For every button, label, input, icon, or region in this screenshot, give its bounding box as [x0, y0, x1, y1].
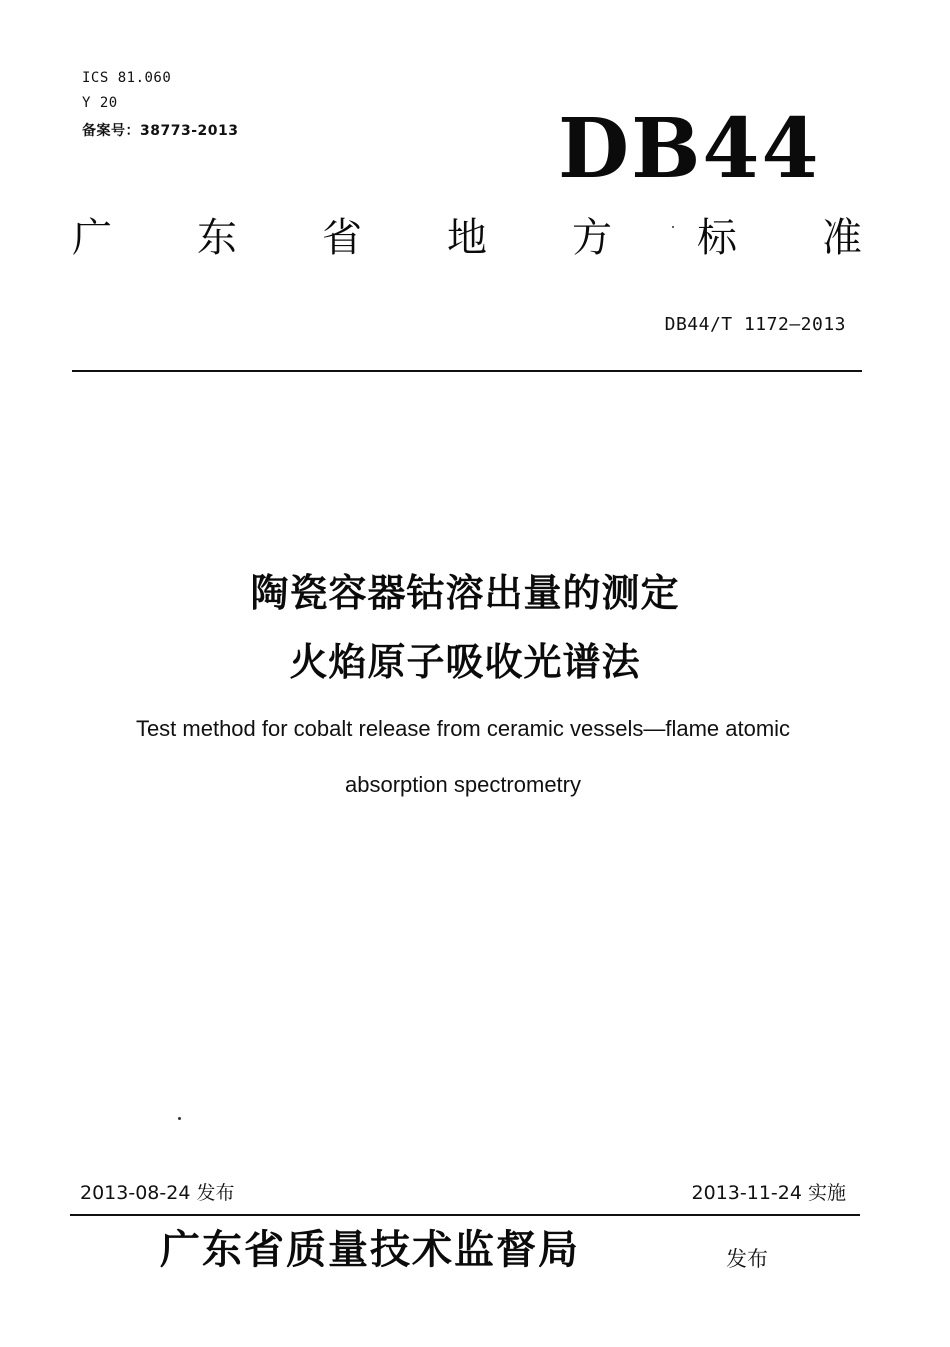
top-divider: [72, 370, 862, 372]
db44-logo: DB44: [558, 101, 821, 197]
standard-type-char: 标: [697, 215, 737, 261]
scan-speck: [178, 1117, 181, 1120]
standard-type-char: 方: [572, 215, 612, 261]
implementation-date: 2013-11-24 实施: [691, 1182, 846, 1204]
standard-type-char: 准: [822, 215, 862, 261]
issuing-authority: 广东省质量技术监督局: [160, 1226, 580, 1273]
standard-type-char: 省: [322, 215, 362, 261]
title-chinese-line-2: 火焰原子吸收光谱法: [289, 640, 641, 684]
standard-type-char: 广: [72, 215, 112, 261]
standard-type-char: 地: [447, 215, 487, 261]
title-english-line-2: absorption spectrometry: [345, 772, 581, 797]
issue-date: 2013-08-24 发布: [80, 1182, 235, 1204]
standard-code: DB44/T 1172—2013: [664, 314, 846, 335]
ics-number: ICS 81.060: [82, 70, 172, 86]
record-number: 备案号：38773-2013: [82, 123, 239, 139]
issuing-authority-suffix: 发布: [726, 1247, 768, 1271]
standard-type-char: 东: [197, 215, 237, 261]
scan-speck: [672, 226, 674, 228]
bottom-divider: [70, 1214, 860, 1216]
classification-code: Y 20: [82, 95, 118, 111]
title-chinese-line-1: 陶瓷容器钴溶出量的测定: [250, 571, 680, 615]
title-english-line-1: Test method for cobalt release from ceramic vessels—flame atomic: [135, 716, 791, 741]
standard-type-heading: [72, 215, 862, 261]
